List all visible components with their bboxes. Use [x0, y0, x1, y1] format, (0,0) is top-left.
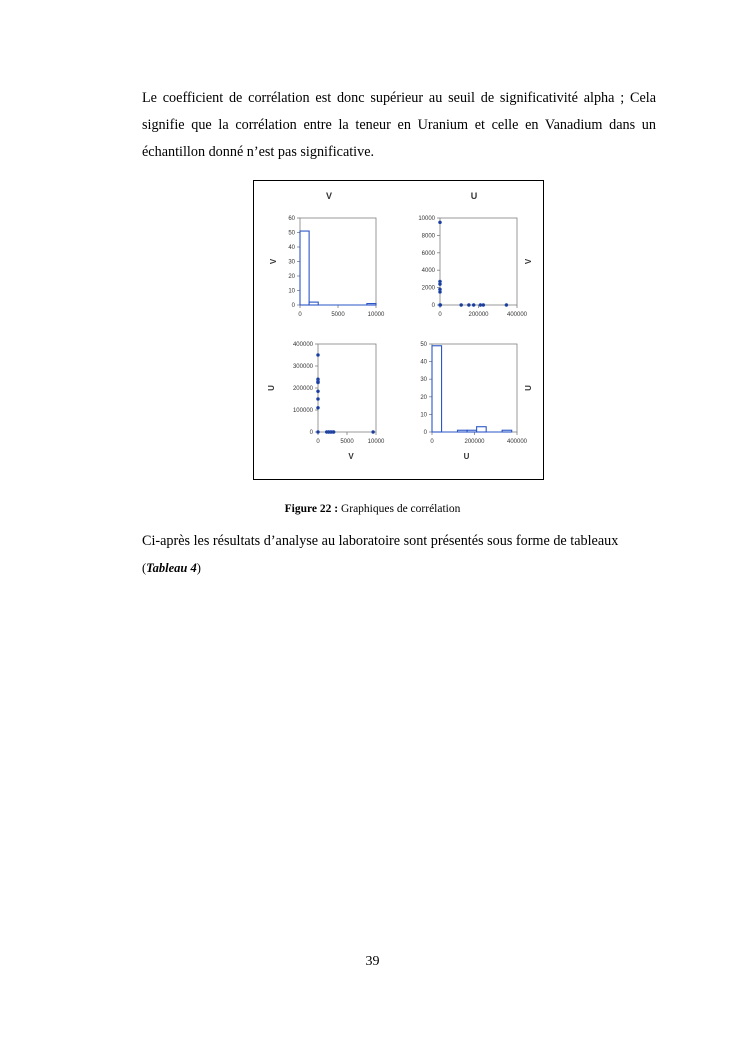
chart-panel-top-right	[418, 191, 533, 318]
y-tick-label: 0	[291, 303, 295, 309]
histogram-bar	[300, 231, 309, 305]
y-tick-label: 10	[420, 412, 427, 419]
paragraph-results-text: Ci-après les résultats d’analyse au laboratoire sont présentés sous forme de tableaux	[142, 533, 619, 549]
paragraph-conclusion: Le coefficient de corrélation est donc supérieur au seuil de significativité alpha ; Cela signifie que la corrélation entre la teneur en Uranium et celle en Vanadium dans un échantillon donné n’est pas significative.	[142, 90, 656, 160]
y-tick-label: 20	[420, 394, 427, 401]
y-tick-label: 30	[420, 377, 427, 384]
histogram-bar	[432, 346, 442, 432]
y-tick-label: 200000	[292, 386, 313, 392]
histogram-bar	[467, 430, 477, 432]
table-ref-link: Tableau 4	[146, 561, 197, 575]
figure-caption	[0, 503, 745, 515]
x-axis-label: V	[348, 452, 354, 461]
y-tick-label: 20	[288, 274, 295, 280]
plot-area-frame	[318, 344, 376, 432]
histogram-bar	[367, 304, 376, 305]
y-tick-label: 2000	[421, 285, 435, 292]
scatter-point	[316, 406, 319, 409]
x-tick-label: 400000	[506, 312, 528, 318]
scatter-point	[316, 381, 319, 384]
y-tick-label: 60	[288, 216, 295, 222]
scatter-point	[316, 353, 319, 356]
table-reference	[142, 561, 201, 575]
x-tick-label: 5000	[340, 439, 354, 445]
scatter-point	[316, 390, 319, 393]
panel-title: V	[325, 191, 333, 201]
histogram-bar	[458, 430, 468, 432]
y-tick-label: 0	[423, 430, 427, 436]
x-tick-label: 0	[430, 439, 434, 445]
chart-panel-bottom-left	[267, 342, 385, 461]
y-tick-label: 6000	[421, 250, 435, 257]
histogram-bar	[309, 302, 318, 305]
y-axis-label: U	[524, 385, 533, 391]
scatter-point	[467, 303, 470, 306]
figure-caption-text: Graphiques de corrélation	[340, 503, 461, 515]
figure-frame	[253, 180, 544, 480]
y-tick-label: 8000	[421, 233, 435, 240]
x-tick-label: 200000	[468, 312, 489, 318]
x-axis-label: U	[463, 452, 470, 461]
page-number: 39	[365, 954, 380, 969]
y-tick-label: 4000	[421, 268, 435, 275]
scatter-point	[438, 283, 441, 286]
y-tick-label: 0	[309, 430, 313, 436]
x-tick-label: 0	[438, 312, 442, 318]
scatter-point	[505, 303, 508, 306]
scatter-point	[439, 303, 442, 306]
scatter-point	[472, 303, 475, 306]
y-tick-label: 40	[420, 359, 427, 366]
chart-panel-bottom-right	[420, 342, 533, 461]
y-tick-label: 10	[288, 288, 295, 295]
x-tick-label: 0	[298, 312, 302, 318]
scatter-point	[438, 221, 441, 224]
scatter-point	[438, 290, 441, 293]
scatter-point	[482, 303, 485, 306]
y-tick-label: 0	[431, 303, 435, 309]
panel-title: U	[470, 191, 478, 201]
y-tick-label: 10000	[418, 216, 435, 222]
y-tick-label: 50	[420, 342, 427, 348]
y-axis-label: V	[524, 258, 533, 265]
plot-area-frame	[440, 218, 517, 305]
paragraph-results	[142, 528, 656, 582]
plot-area-frame	[432, 344, 517, 432]
y-tick-label: 300000	[292, 364, 313, 370]
scatter-point	[316, 397, 319, 400]
y-tick-label: 30	[288, 259, 295, 266]
x-tick-label: 0	[316, 439, 320, 445]
correlation-matrix-chart	[254, 181, 543, 479]
scatter-point	[316, 430, 319, 433]
x-tick-label: 10000	[367, 439, 385, 445]
x-tick-label: 10000	[367, 312, 385, 318]
figure-caption-label: Figure 22 :	[284, 503, 339, 515]
plot-area-frame	[300, 218, 376, 305]
close-paren: )	[196, 561, 201, 575]
scatter-point	[460, 303, 463, 306]
y-axis-label: V	[269, 258, 278, 265]
x-tick-label: 200000	[464, 439, 485, 445]
x-tick-label: 5000	[331, 312, 345, 318]
open-paren: (	[142, 561, 147, 575]
x-tick-label: 400000	[506, 439, 528, 445]
scatter-point	[332, 430, 335, 433]
y-tick-label: 40	[288, 245, 295, 251]
chart-panel-top-left	[269, 191, 385, 318]
histogram-bar	[502, 430, 512, 432]
y-tick-label: 50	[288, 230, 295, 237]
histogram-bar	[477, 427, 487, 432]
y-axis-label: U	[267, 385, 276, 391]
scatter-point	[372, 430, 375, 433]
y-tick-label: 100000	[292, 408, 313, 414]
y-tick-label: 400000	[292, 342, 313, 348]
